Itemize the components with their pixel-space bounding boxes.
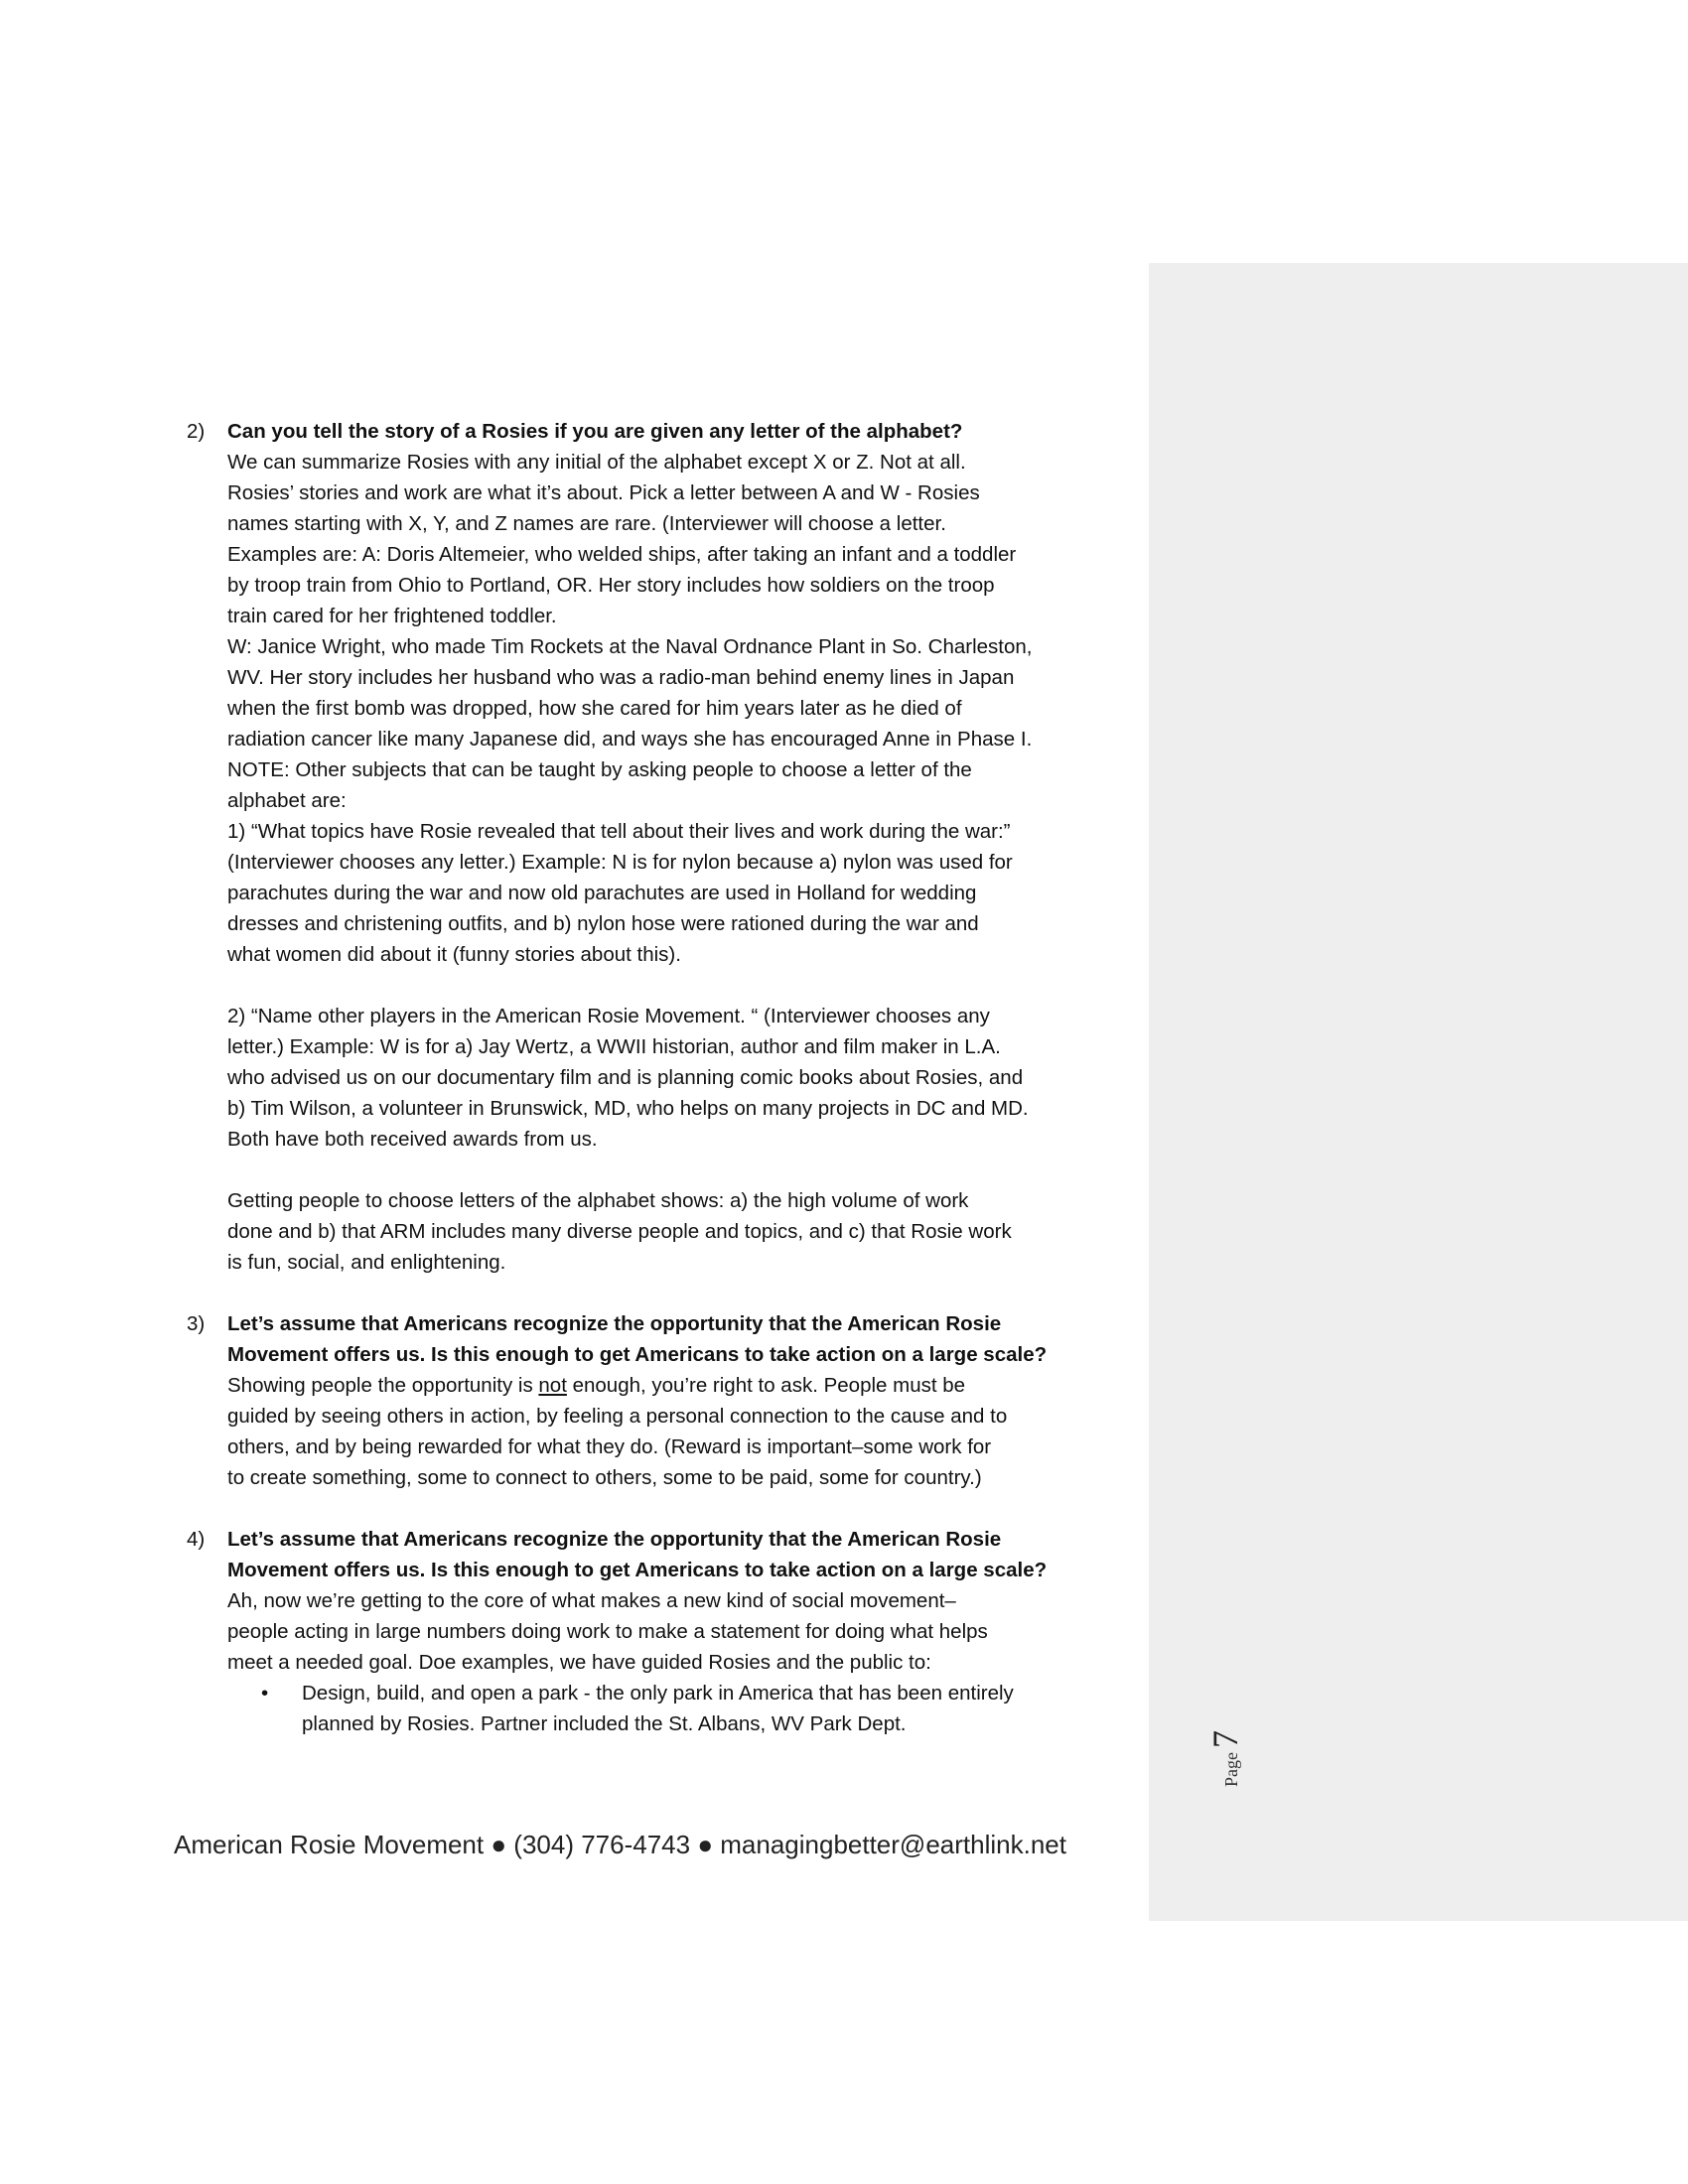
item-number: 2) (187, 420, 206, 443)
bullet-icon: • (261, 1682, 269, 1705)
paragraph-gap (187, 1278, 1140, 1308)
footer-separator: ● (484, 1830, 514, 1859)
text-line: We can summarize Rosies with any initial of the alphabet except X or Z. Not at all. (227, 451, 966, 474)
text-line: names starting with X, Y, and Z names are rare. (Interviewer will choose a letter. (227, 512, 946, 535)
item-question: Movement offers us. Is this enough to get Americans to take action on a large scale? (227, 1343, 1048, 1366)
underlined-word: not (538, 1374, 567, 1397)
bullet-item (227, 1678, 1140, 1739)
comment-margin-panel (1149, 263, 1688, 1921)
text-line: parachutes during the war and now old parachutes are used in Holland for wedding (227, 882, 977, 904)
text-line: Design, build, and open a park - the only park in America that has been entirely (302, 1682, 1014, 1705)
bullet-list (227, 1678, 1140, 1739)
text-line (227, 1370, 1140, 1401)
text-line: to create something, some to connect to others, some to be paid, some for country.) (227, 1466, 982, 1489)
text-line: who advised us on our documentary film and is planning comic books about Rosies, and (227, 1066, 1024, 1089)
text-line: (Interviewer chooses any letter.) Example: N is for nylon because a) nylon was used for (227, 851, 1013, 874)
paragraph-gap (227, 1155, 1140, 1185)
text-line: planned by Rosies. Partner included the St. Albans, WV Park Dept. (302, 1712, 907, 1735)
faq-item-4 (187, 1524, 1140, 1739)
faq-item-2 (187, 416, 1140, 1278)
item-number: 4) (187, 1528, 206, 1551)
text-line: train cared for her frightened toddler. (227, 605, 557, 627)
item-question: Can you tell the story of a Rosies if you are given any letter of the alphabet? (227, 420, 963, 443)
text-line: dresses and christening outfits, and b) nylon hose were rationed during the war and (227, 912, 979, 935)
text-line: b) Tim Wilson, a volunteer in Brunswick, MD, who helps on many projects in DC and MD. (227, 1097, 1029, 1120)
text-fragment: enough, you’re right to ask. People must be (566, 1374, 966, 1397)
text-line: 2) “Name other players in the American Rosie Movement. “ (Interviewer chooses any (227, 1005, 990, 1027)
text-line: WV. Her story includes her husband who was a radio-man behind enemy lines in Japan (227, 666, 1015, 689)
text-line: done and b) that ARM includes many diverse people and topics, and c) that Rosie work (227, 1220, 1012, 1243)
text-line: people acting in large numbers doing work to make a statement for doing what helps (227, 1620, 988, 1643)
text-line: Ah, now we’re getting to the core of what makes a new kind of social movement– (227, 1589, 956, 1612)
item-number: 3) (187, 1312, 206, 1335)
paragraph-gap (227, 970, 1140, 1001)
text-line: NOTE: Other subjects that can be taught by asking people to choose a letter of the (227, 758, 972, 781)
footer-phone: (304) 776-4743 (513, 1830, 691, 1859)
item-question: Movement offers us. Is this enough to get Americans to take action on a large scale? (227, 1559, 1048, 1581)
document-body (187, 416, 1140, 1739)
text-line: when the first bomb was dropped, how she cared for him years later as he died of (227, 697, 962, 720)
item-question: Let’s assume that Americans recognize the opportunity that the American Rosie (227, 1312, 1002, 1335)
text-line: alphabet are: (227, 789, 347, 812)
text-line: what women did about it (funny stories about this). (227, 943, 681, 966)
text-line: by troop train from Ohio to Portland, OR. Her story includes how soldiers on the troop (227, 574, 995, 597)
text-fragment: Showing people the opportunity is (227, 1374, 539, 1397)
text-line: guided by seeing others in action, by feeling a personal connection to the cause and to (227, 1405, 1008, 1428)
text-line: Examples are: A: Doris Altemeier, who welded ships, after taking an infant and a toddler (227, 543, 1017, 566)
text-line: letter.) Example: W is for a) Jay Wertz, a WWII historian, author and film maker in L.A. (227, 1035, 1001, 1058)
item-question: Let’s assume that Americans recognize the opportunity that the American Rosie (227, 1528, 1002, 1551)
text-line: Rosies’ stories and work are what it’s about. Pick a letter between A and W - Rosies (227, 481, 980, 504)
text-line: others, and by being rewarded for what they do. (Reward is important–some work for (227, 1435, 992, 1458)
text-line: Both have both received awards from us. (227, 1128, 598, 1151)
faq-item-3 (187, 1308, 1140, 1493)
text-line: Getting people to choose letters of the alphabet shows: a) the high volume of work (227, 1189, 969, 1212)
footer-email: managingbetter@earthlink.net (720, 1830, 1066, 1859)
text-line: W: Janice Wright, who made Tim Rockets at the Naval Ordnance Plant in So. Charleston, (227, 635, 1033, 658)
page-word: Page (1221, 1752, 1241, 1787)
paragraph-gap (187, 1493, 1140, 1524)
page-number: 7 (1205, 1730, 1245, 1748)
page-number-label (1204, 1688, 1245, 1787)
text-line: is fun, social, and enlightening. (227, 1251, 506, 1274)
text-line: meet a needed goal. Doe examples, we have guided Rosies and the public to: (227, 1651, 931, 1674)
page-footer (174, 1830, 1127, 1860)
footer-separator: ● (690, 1830, 721, 1859)
text-line: radiation cancer like many Japanese did, and ways she has encouraged Anne in Phase I. (227, 728, 1033, 751)
text-line: 1) “What topics have Rosie revealed that tell about their lives and work during the war:” (227, 820, 1011, 843)
footer-org: American Rosie Movement (174, 1830, 485, 1859)
